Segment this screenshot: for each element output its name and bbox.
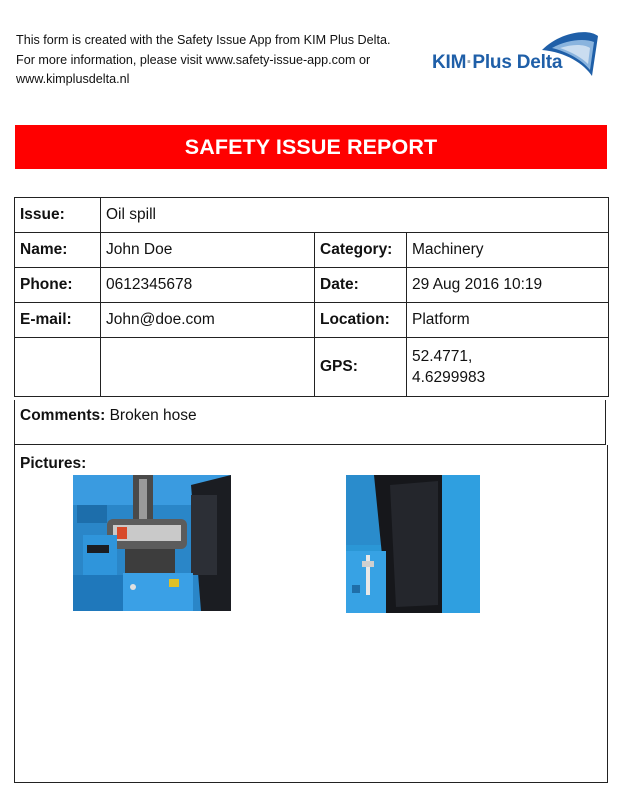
gps-label: GPS: <box>315 338 407 397</box>
pictures-label: Pictures: <box>20 455 87 472</box>
comments-label: Comments: <box>20 407 106 424</box>
table-row <box>15 338 609 397</box>
logo-wordmark: KIM·Plus Delta <box>432 52 563 73</box>
name-label: Name: <box>15 233 101 268</box>
location-label: Location: <box>315 303 407 338</box>
category-value: Machinery <box>407 233 609 268</box>
intro-line: www.kimplusdelta.nl <box>16 72 130 86</box>
table-row <box>15 303 609 338</box>
category-label: Category: <box>315 233 407 268</box>
empty-cell <box>15 338 101 397</box>
name-value: John Doe <box>101 233 315 268</box>
report-title: SAFETY ISSUE REPORT <box>184 134 438 159</box>
intro-text <box>16 31 416 90</box>
report-title-banner <box>15 125 607 169</box>
machine-photo-1 <box>73 475 231 611</box>
email-label: E-mail: <box>15 303 101 338</box>
delta-swoosh-icon <box>540 30 600 82</box>
intro-line: For more information, please visit www.safety-issue-app.com or <box>16 52 371 67</box>
issue-label: Issue: <box>15 198 101 233</box>
report-table <box>14 197 609 397</box>
phone-value: 0612345678 <box>101 268 315 303</box>
date-value: 29 Aug 2016 10:19 <box>407 268 609 303</box>
table-row <box>15 233 609 268</box>
location-value: Platform <box>407 303 609 338</box>
phone-label: Phone: <box>15 268 101 303</box>
date-label: Date: <box>315 268 407 303</box>
issue-value: Oil spill <box>101 198 609 233</box>
intro-line: This form is created with the Safety Issue App from KIM Plus Delta. <box>16 33 391 47</box>
gps-longitude: 4.6299983 <box>412 369 486 386</box>
comments-value: Broken hose <box>109 407 197 424</box>
email-value: John@doe.com <box>101 303 315 338</box>
machine-photo-2 <box>346 475 480 613</box>
comments-row <box>14 400 606 445</box>
gps-value <box>407 338 609 397</box>
table-row <box>15 268 609 303</box>
table-row <box>15 198 609 233</box>
pictures-section <box>14 445 608 783</box>
gps-latitude: 52.4771, <box>412 348 473 365</box>
kim-plus-delta-logo <box>432 30 602 82</box>
empty-cell <box>101 338 315 397</box>
